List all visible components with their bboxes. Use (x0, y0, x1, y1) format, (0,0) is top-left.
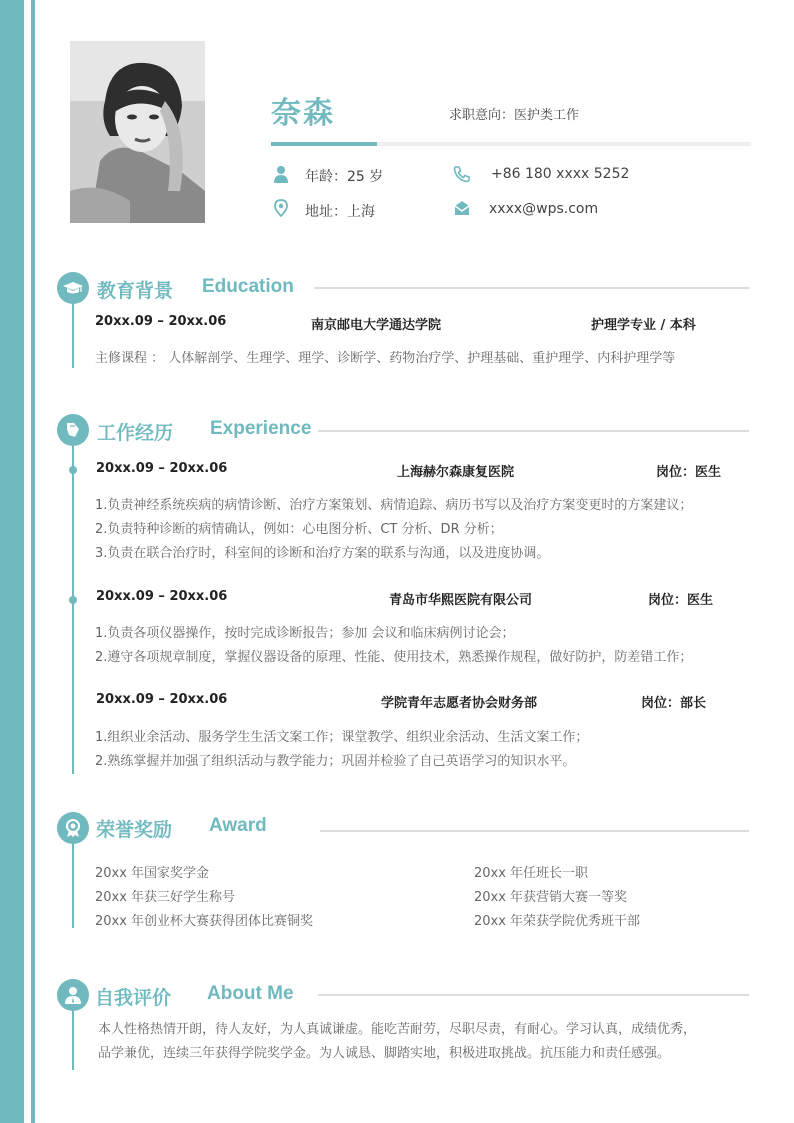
job-duty: 1.负责各项仪器操作，按时完成诊断报告；参加 会议和临床病例讨论会； (95, 626, 515, 641)
award-title-en: Award (209, 815, 267, 836)
experience-title-en: Experience (210, 418, 312, 439)
job-date: 20xx.09 – 20xx.06 (96, 692, 228, 707)
job-duty: 2.负责特种诊断的病情确认，例如：心电图分析、CT 分析、DR 分析； (95, 522, 503, 537)
job-position: 岗位：医生 (656, 465, 722, 480)
job-intent: 求职意向：医护类工作 (449, 108, 580, 123)
education-title-en: Education (202, 276, 294, 297)
location-pin-icon (273, 199, 291, 217)
job-date: 20xx.09 – 20xx.06 (96, 461, 228, 476)
job-duty: 2.熟练掌握并加强了组织活动与教学能力；巩固并检验了自己英语学习的知识水平。 (95, 754, 576, 769)
profile-photo (70, 41, 205, 223)
graduation-cap-icon (63, 278, 83, 298)
user-profile-icon (63, 985, 83, 1005)
briefcase-hand-icon (63, 420, 83, 440)
email-icon (453, 199, 471, 217)
phone-text: +86 180 xxxx 5252 (491, 166, 630, 182)
award-item: 20xx 年创业杯大赛获得团体比赛铜奖 (95, 914, 314, 929)
award-divider (320, 830, 749, 832)
education-section-badge (57, 272, 89, 304)
job-company: 上海赫尔森康复医院 (397, 465, 515, 480)
experience-section-badge (57, 414, 89, 446)
about-title-cn: 自我评价 (95, 987, 172, 1009)
header-divider-accent (271, 142, 377, 146)
job-duty: 1.负责神经系统疾病的病情诊断、治疗方案策划、病情追踪、病历书写以及治疗方案变更时的方案建议； (95, 498, 693, 513)
about-text: 品学兼优，连续三年获得学院奖学金。为人诚恳、脚踏实地，积极进取挑战。抗压能力和责任感强。 (98, 1046, 671, 1061)
job-date: 20xx.09 – 20xx.06 (96, 589, 228, 604)
job-company: 学院青年志愿者协会财务部 (381, 696, 538, 711)
award-title-cn: 荣誉奖励 (96, 819, 173, 841)
job-position: 岗位：医生 (648, 593, 714, 608)
experience-title-cn: 工作经历 (97, 422, 174, 444)
education-major: 护理学专业 / 本科 (591, 318, 696, 333)
timeline-dot (69, 466, 77, 474)
email-text: xxxx@wps.com (489, 201, 599, 217)
about-section-badge (57, 979, 89, 1011)
award-item: 20xx 年荣获学院优秀班干部 (474, 914, 641, 929)
education-courses: 主修课程 ： 人体解剖学、生理学、理学、诊断学、药物治疗学、护理基础、重护理学、内科护理学等 (95, 351, 676, 366)
about-divider (318, 994, 749, 996)
candidate-name: 奈森 (271, 96, 335, 131)
job-company: 青岛市华熙医院有限公司 (389, 593, 533, 608)
age-text: 年龄：25 岁 (305, 169, 384, 185)
left-accent-bar (0, 0, 24, 1123)
education-title-cn: 教育背景 (97, 280, 174, 302)
award-item: 20xx 年国家奖学金 (95, 866, 210, 881)
award-item: 20xx 年获营销大赛一等奖 (474, 890, 628, 905)
about-title-en: About Me (207, 983, 294, 1004)
timeline-dot (69, 596, 77, 604)
about-text: 本人性格热情开朗，待人友好，为人真诚谦虚。能吃苦耐劳，尽职尽责，有耐心。学习认真，成绩优秀， (98, 1022, 697, 1037)
address-text: 地址：上海 (305, 204, 375, 220)
education-date: 20xx.09 – 20xx.06 (95, 314, 227, 329)
award-item: 20xx 年任班长一职 (474, 866, 589, 881)
experience-divider (318, 430, 749, 432)
education-school: 南京邮电大学通达学院 (311, 318, 442, 333)
job-duty: 2.遵守各项规章制度，掌握仪器设备的原理、性能、使用技术，熟悉操作规程，做好防护，防差错工作； (95, 650, 693, 665)
education-divider (314, 287, 749, 289)
phone-icon (453, 165, 471, 183)
job-position: 岗位：部长 (641, 696, 707, 711)
job-duty: 3.负责在联合治疗时，科室间的诊断和治疗方案的联系与沟通，以及进度协调。 (95, 546, 550, 561)
award-section-badge (57, 812, 89, 844)
job-duty: 1.组织业余活动、服务学生生活文案工作；课堂教学、组织业余活动、生活文案工作； (95, 730, 589, 745)
person-icon (273, 165, 291, 183)
award-item: 20xx 年获三好学生称号 (95, 890, 236, 905)
medal-icon (63, 818, 83, 838)
left-accent-thin-bar (31, 0, 35, 1123)
